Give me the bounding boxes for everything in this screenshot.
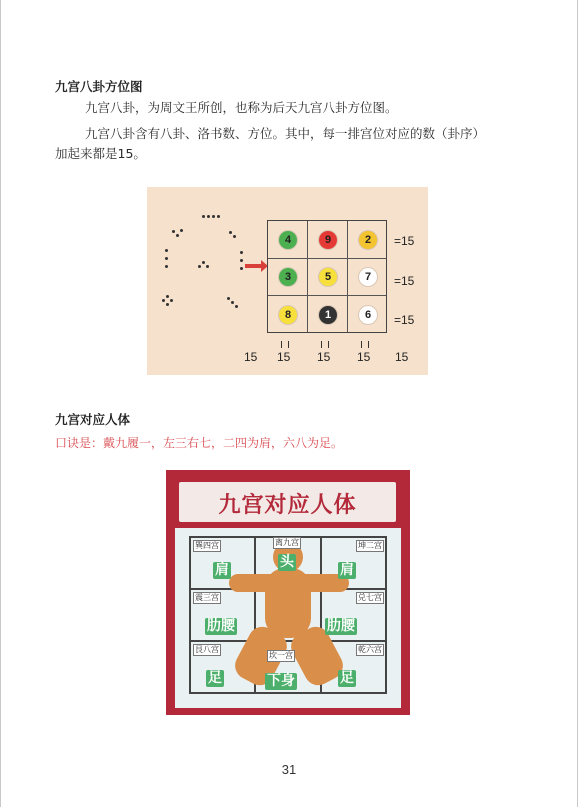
diagonal-sum: 15 — [244, 350, 258, 364]
grid-cell — [268, 221, 308, 259]
number-ball: 7 — [359, 268, 377, 286]
grid-cell — [308, 221, 348, 259]
trigram-dot — [206, 265, 209, 268]
figure-title: 九宫对应人体 — [218, 493, 357, 518]
trigram-dot — [235, 305, 238, 308]
trigram-dot — [233, 235, 236, 238]
palace-label: 坎一宫 — [269, 651, 293, 660]
trigram-dot — [172, 230, 175, 233]
trigram-dot — [166, 295, 169, 298]
body-part-head: 头 — [280, 554, 294, 570]
grid-line — [191, 640, 385, 642]
number-ball: 1 — [319, 306, 337, 324]
gingerbread-arms-icon — [229, 574, 349, 592]
trigram-dot — [165, 249, 168, 252]
palace-label: 巽四宫 — [195, 541, 219, 550]
luoshu-grid — [267, 220, 387, 333]
grid-cell — [308, 296, 348, 334]
bagua-figure — [147, 187, 428, 375]
trigram-dot — [231, 301, 234, 304]
section-heading: 九宫八卦方位图 — [55, 79, 143, 94]
row-sum: =15 — [394, 274, 415, 288]
palace-grid — [189, 536, 387, 694]
body-part-foot: 足 — [208, 670, 222, 686]
paragraph: 九宫八卦，为周文王所创，也称为后天九宫八卦方位图。 — [85, 100, 398, 115]
trigram-dot — [212, 215, 215, 218]
body-part-shoulder: 肩 — [215, 562, 229, 578]
trigram-dot — [165, 257, 168, 260]
number-ball: 6 — [359, 306, 377, 324]
trigram-dot — [240, 267, 243, 270]
section-heading: 九宫对应人体 — [55, 412, 131, 427]
palace-label: 乾六宫 — [358, 645, 382, 654]
paragraph: 加起来都是15。 — [55, 146, 146, 161]
diagonal-sum: 15 — [395, 350, 409, 364]
grid-cell — [348, 221, 388, 259]
number-ball: 8 — [279, 306, 297, 324]
column-sum: 15 — [317, 350, 331, 364]
body-part-foot: 足 — [340, 670, 354, 686]
trigram-dot — [240, 251, 243, 254]
grid-cell — [268, 259, 308, 297]
equals-tick — [321, 341, 329, 348]
number-ball: 3 — [279, 268, 297, 286]
palace-label: 艮八宫 — [195, 645, 219, 654]
column-sum: 15 — [357, 350, 371, 364]
body-mapping-figure — [166, 470, 410, 715]
palace-label: 离九宫 — [275, 538, 299, 547]
palace-label: 坤二宫 — [358, 541, 382, 550]
trigram-dot — [166, 303, 169, 306]
grid-cell — [268, 296, 308, 334]
trigram-dot — [217, 215, 220, 218]
body-part-ribs: 肋腰 — [327, 618, 355, 634]
equals-tick — [281, 341, 289, 348]
red-arrow-icon — [245, 264, 262, 268]
trigram-dot — [227, 297, 230, 300]
number-ball: 5 — [319, 268, 337, 286]
figure-title-box — [179, 482, 396, 522]
grid-cell — [348, 296, 388, 334]
trigram-dot — [180, 229, 183, 232]
trigram-dot — [207, 215, 210, 218]
page-number: 31 — [281, 762, 297, 777]
figure-panel — [175, 528, 401, 708]
number-ball: 4 — [279, 231, 297, 249]
body-part-ribs: 肋腰 — [207, 618, 235, 634]
trigram-dot — [165, 265, 168, 268]
body-part-lower: 下身 — [267, 673, 295, 689]
trigram-dot — [162, 299, 165, 302]
trigram-dot — [170, 299, 173, 302]
trigram-dot — [198, 265, 201, 268]
trigram-dot — [202, 261, 205, 264]
palace-label: 兑七宫 — [358, 593, 382, 602]
grid-cell — [348, 259, 388, 297]
palace-label: 震三宫 — [195, 593, 219, 602]
page-left-edge — [0, 0, 1, 807]
row-sum: =15 — [394, 234, 415, 248]
equals-tick — [361, 341, 369, 348]
row-sum: =15 — [394, 313, 415, 327]
trigram-dot — [229, 231, 232, 234]
paragraph: 九宫八卦含有八卦、洛书数、方位。其中，每一排宫位对应的数（卦序） — [85, 126, 486, 141]
trigram-dot — [240, 259, 243, 262]
number-ball: 9 — [319, 231, 337, 249]
grid-cell — [308, 259, 348, 297]
verse-text: 口诀是：戴九履一，左三右七，二四为肩，六八为足。 — [55, 436, 344, 450]
column-sum: 15 — [277, 350, 291, 364]
number-ball: 2 — [359, 231, 377, 249]
trigram-dot — [176, 234, 179, 237]
body-part-shoulder: 肩 — [340, 562, 354, 578]
trigram-dot — [202, 215, 205, 218]
